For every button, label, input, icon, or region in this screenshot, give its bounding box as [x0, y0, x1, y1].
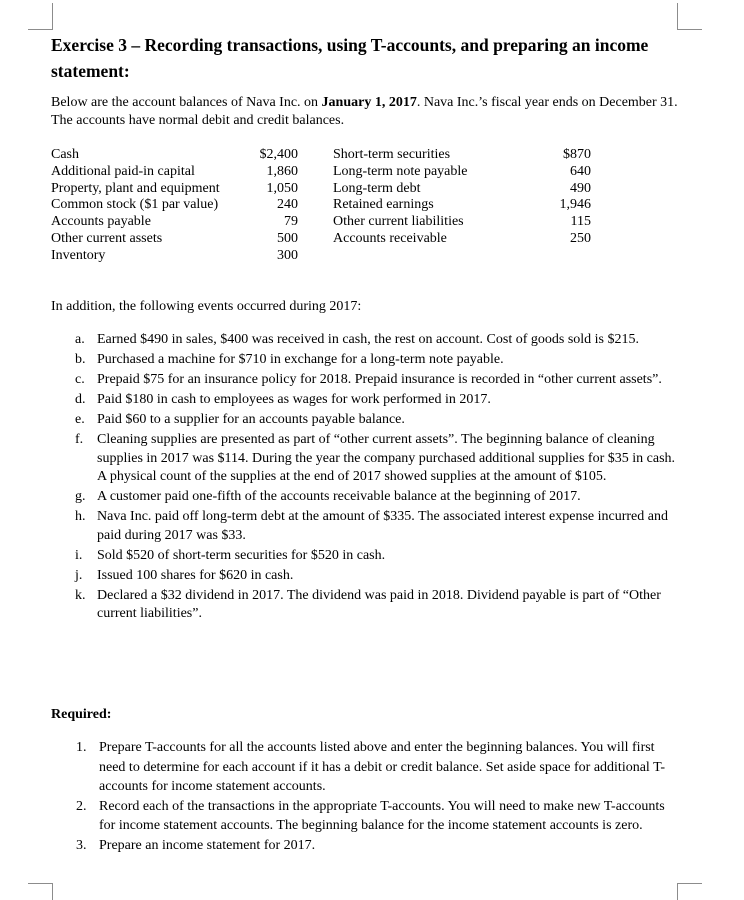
event-item [72, 547, 682, 566]
account-name: Other current liabilities [333, 214, 464, 230]
requirements-list [72, 738, 672, 855]
event-item [72, 391, 682, 410]
requirement-text: Prepare T-accounts for all the accounts listed above and enter the beginning balances. You will first need to determine for each account if it has a debit or credit balance. Set aside space for additional T-accounts for income statement accounts. [99, 740, 665, 794]
account-amount: 300 [277, 247, 298, 263]
account-amount: 250 [570, 230, 591, 246]
account-amount: 490 [570, 180, 591, 196]
accounts-right-amounts [520, 147, 591, 248]
requirement-text: Prepare an income statement for 2017. [99, 837, 316, 853]
account-name: Short-term securities [333, 147, 451, 162]
requirement-item [72, 836, 672, 856]
event-label: i. [75, 547, 83, 563]
account-amount: 115 [570, 214, 591, 230]
crop-mark-bottom-right [677, 883, 702, 900]
event-text: Nava Inc. paid off long-term debt at the amount of $335. The associated interest expense incurred and paid during 2017 was $33. [97, 509, 668, 543]
account-amount: 1,946 [559, 197, 591, 213]
account-name: Additional paid-in capital [51, 163, 195, 179]
event-item [72, 508, 682, 545]
crop-mark-bottom-left [28, 883, 53, 900]
exercise-title: Exercise 3 – Recording transactions, using T-accounts, and preparing an income statement: [51, 35, 649, 81]
account-name: Accounts receivable [333, 230, 447, 246]
account-amount: 240 [277, 197, 298, 213]
account-name: Inventory [51, 247, 106, 263]
event-text: A customer paid one-fifth of the accounts receivable balance at the beginning of 2017. [97, 489, 581, 504]
account-amount: 1,860 [266, 163, 298, 179]
intro-paragraph [51, 94, 691, 130]
event-label: d. [75, 392, 86, 407]
requirement-text: Record each of the transactions in the appropriate T-accounts. You will need to make new T-accounts for income statement accounts. The beginning balance for the income statement accounts is zero. [99, 798, 665, 833]
account-name: Common stock ($1 par value) [51, 197, 219, 213]
events-list [72, 331, 682, 625]
intro-date: January 1, 2017 [321, 95, 417, 110]
crop-mark-top-left [28, 3, 53, 30]
required-heading: Required: [51, 707, 112, 722]
accounts-left-names [51, 147, 220, 265]
event-item [72, 371, 682, 390]
account-name: Retained earnings [333, 197, 434, 213]
event-text: Earned $490 in sales, $400 was received in cash, the rest on account. Cost of goods sold is $215. [97, 332, 640, 347]
event-item [72, 431, 682, 487]
account-amount: 79 [284, 214, 298, 230]
event-item [72, 331, 682, 350]
event-item [72, 411, 682, 430]
event-text: Paid $180 in cash to employees as wages for work performed in 2017. [97, 392, 491, 407]
intro-text-after: . Nava Inc.’s fiscal year ends on December 31. The accounts have normal debit and credit balances. [51, 95, 678, 128]
event-text: Declared a $32 dividend in 2017. The dividend was paid in 2018. Dividend payable is part of “Other current liabilities”. [97, 587, 661, 621]
event-label: f. [75, 432, 84, 447]
event-item [72, 567, 682, 586]
intro-text-before: Below are the account balances of Nava Inc. on [51, 95, 322, 110]
event-text: Sold $520 of short-term securities for $520 in cash. [97, 547, 386, 563]
event-label: b. [75, 352, 86, 367]
account-amount: 500 [277, 230, 298, 246]
event-label: k. [75, 587, 86, 603]
account-name: Other current assets [51, 230, 163, 246]
requirement-number: 1. [76, 740, 87, 755]
event-label: c. [75, 372, 85, 387]
requirement-number: 2. [76, 798, 87, 814]
event-label: a. [75, 332, 85, 347]
account-name: Cash [51, 147, 79, 162]
account-name: Property, plant and equipment [51, 180, 220, 196]
event-label: j. [75, 567, 83, 583]
accounts-right-names [333, 147, 468, 248]
event-label: g. [75, 489, 86, 504]
event-item [72, 587, 682, 624]
account-name: Accounts payable [51, 214, 151, 230]
requirement-number: 3. [76, 837, 87, 853]
accounts-left-amounts [240, 147, 298, 265]
event-item [72, 488, 682, 507]
account-amount: $2,400 [259, 147, 298, 162]
event-item [72, 351, 682, 370]
events-intro: In addition, the following events occurred during 2017: [51, 299, 362, 314]
event-text: Prepaid $75 for an insurance policy for 2018. Prepaid insurance is recorded in “other current assets”. [97, 372, 662, 387]
account-amount: $870 [563, 147, 591, 162]
account-name: Long-term note payable [333, 163, 468, 179]
event-text: Paid $60 to a supplier for an accounts payable balance. [97, 412, 405, 427]
account-amount: 1,050 [266, 180, 298, 196]
account-name: Long-term debt [333, 180, 421, 196]
event-text: Purchased a machine for $710 in exchange for a long-term note payable. [97, 352, 504, 367]
account-amount: 640 [570, 163, 591, 179]
requirement-item [72, 738, 672, 797]
event-label: e. [75, 412, 85, 427]
requirement-item [72, 797, 672, 836]
event-text: Issued 100 shares for $620 in cash. [97, 567, 294, 583]
event-text: Cleaning supplies are presented as part of “other current assets”. The beginning balance of cleaning supplies in 2017 was $114. During the year the company purchased additional supplies for $35 in cash. A physical count of the supplies at the end of 2017 showed supplies at the amount of $105. [97, 432, 676, 484]
crop-mark-top-right [677, 3, 702, 30]
event-label: h. [75, 509, 86, 524]
